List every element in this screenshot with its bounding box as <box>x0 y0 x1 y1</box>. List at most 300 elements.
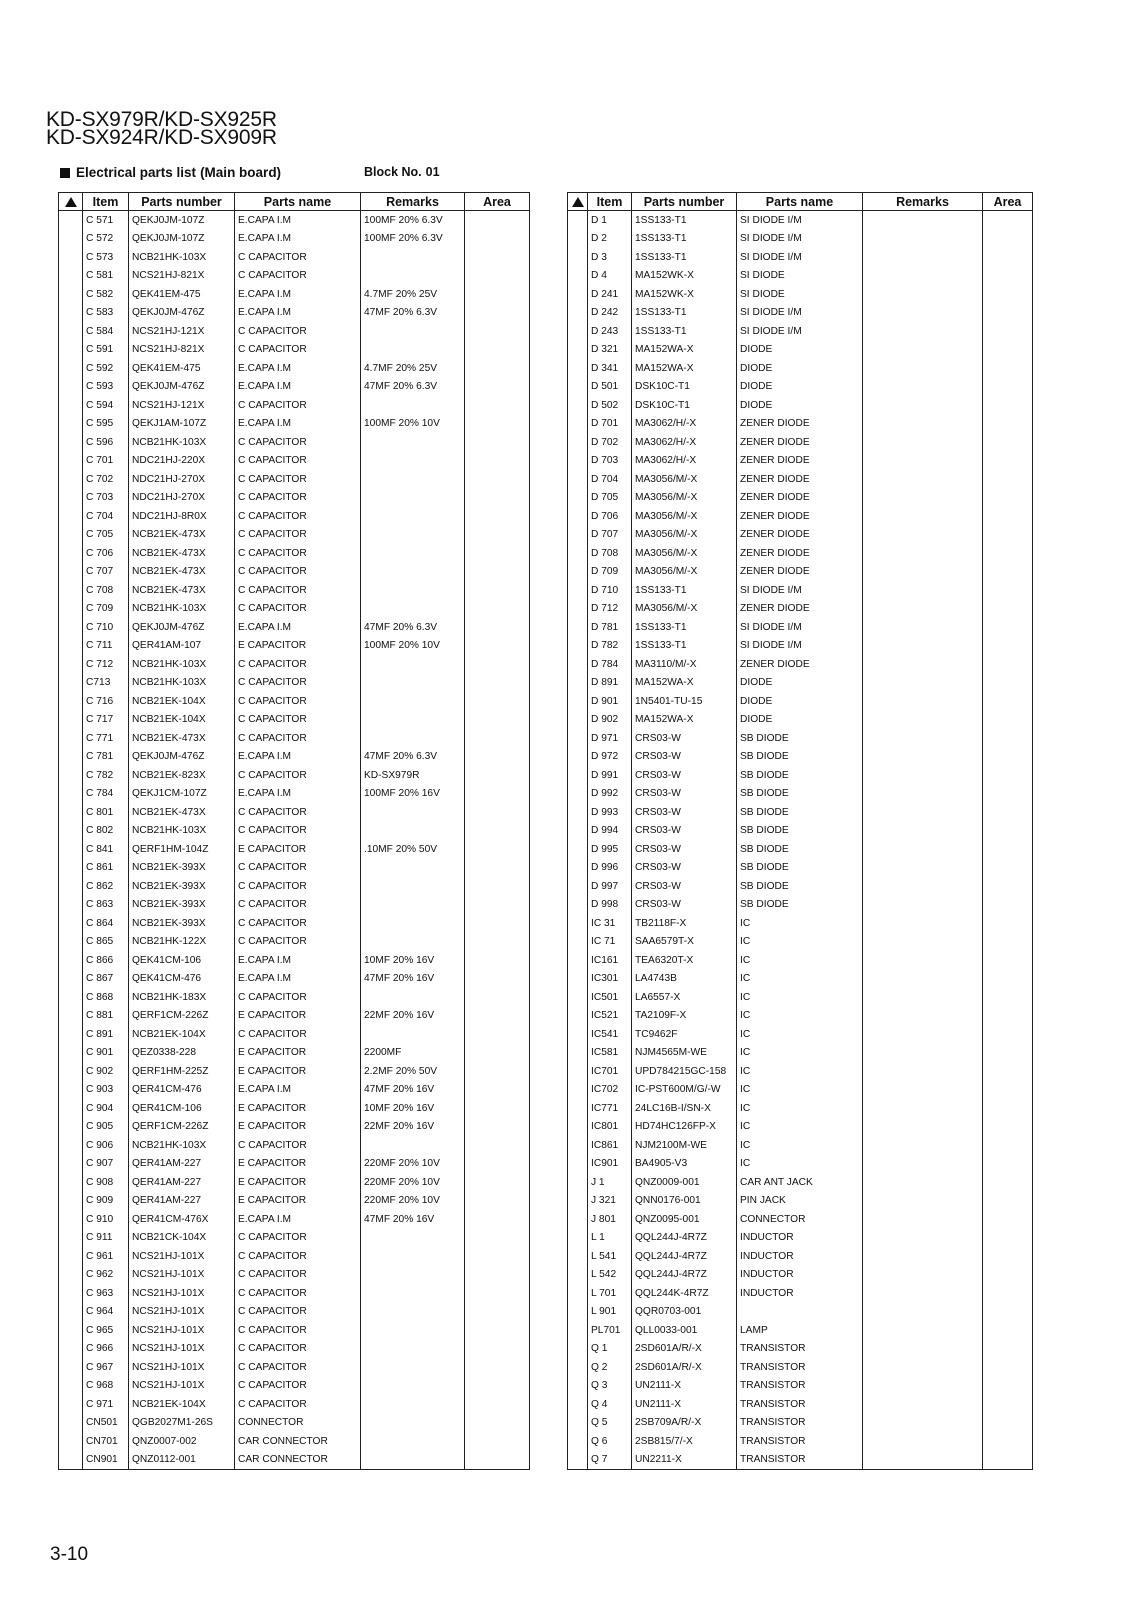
item-cell: D 994 <box>588 822 632 841</box>
table-row <box>59 526 530 545</box>
parts-name-cell: C CAPACITOR <box>235 1358 361 1377</box>
area-cell <box>983 433 1033 452</box>
parts-name-cell: C CAPACITOR <box>235 322 361 341</box>
parts-number-cell: CRS03-W <box>632 803 737 822</box>
parts-name-cell: E CAPACITOR <box>235 637 361 656</box>
parts-name-cell: INDUCTOR <box>737 1266 863 1285</box>
parts-number-cell: QNZ0112-001 <box>129 1451 235 1470</box>
table-row <box>568 896 1033 915</box>
safety-cell <box>568 563 588 582</box>
table-row <box>59 637 530 656</box>
area-cell <box>983 951 1033 970</box>
block-label: Block No. <box>364 165 422 179</box>
parts-number-cell: NCB21EK-393X <box>129 896 235 915</box>
item-cell: C 801 <box>83 803 129 822</box>
parts-number-cell: LA6557-X <box>632 988 737 1007</box>
item-cell: C 584 <box>83 322 129 341</box>
safety-cell <box>568 1081 588 1100</box>
item-cell: D 991 <box>588 766 632 785</box>
safety-cell <box>568 637 588 656</box>
table-row <box>59 1229 530 1248</box>
item-cell: C 716 <box>83 692 129 711</box>
parts-number-cell: NCS21HJ-101X <box>129 1358 235 1377</box>
parts-name-column-header: Parts name <box>235 193 361 211</box>
safety-cell <box>59 1451 83 1470</box>
table-row <box>568 1377 1033 1396</box>
area-cell <box>983 304 1033 323</box>
area-cell <box>465 1118 530 1137</box>
remarks-cell <box>361 711 465 730</box>
parts-number-cell: QEKJ1AM-107Z <box>129 415 235 434</box>
table-row <box>59 951 530 970</box>
parts-name-cell: IC <box>737 1062 863 1081</box>
table-row <box>59 1044 530 1063</box>
safety-cell <box>568 840 588 859</box>
area-cell <box>983 322 1033 341</box>
item-cell: C 802 <box>83 822 129 841</box>
parts-name-cell: C CAPACITOR <box>235 1229 361 1248</box>
table-row <box>568 396 1033 415</box>
remarks-cell <box>863 322 983 341</box>
table-row <box>59 267 530 286</box>
table-row <box>568 711 1033 730</box>
parts-name-cell: SB DIODE <box>737 896 863 915</box>
item-cell: C 967 <box>83 1358 129 1377</box>
safety-cell <box>59 988 83 1007</box>
parts-number-cell: NCB21HK-103X <box>129 248 235 267</box>
safety-cell <box>59 304 83 323</box>
parts-number-cell: 2SD601A/R/-X <box>632 1340 737 1359</box>
parts-number-cell: NCB21HK-103X <box>129 674 235 693</box>
area-cell <box>983 526 1033 545</box>
item-cell: C 582 <box>83 285 129 304</box>
safety-cell <box>568 211 588 230</box>
area-cell <box>465 470 530 489</box>
item-cell: C 708 <box>83 581 129 600</box>
parts-name-cell: ZENER DIODE <box>737 526 863 545</box>
remarks-cell <box>863 711 983 730</box>
area-cell <box>465 581 530 600</box>
remarks-cell: 220MF 20% 10V <box>361 1173 465 1192</box>
area-cell <box>465 803 530 822</box>
parts-number-cell: NDC21HJ-270X <box>129 470 235 489</box>
parts-name-cell: TRANSISTOR <box>737 1395 863 1414</box>
area-cell <box>465 1229 530 1248</box>
safety-cell <box>59 951 83 970</box>
area-cell <box>465 211 530 230</box>
parts-name-cell: C CAPACITOR <box>235 433 361 452</box>
item-cell: C 904 <box>83 1099 129 1118</box>
item-cell: IC521 <box>588 1007 632 1026</box>
parts-number-cell: NCS21HJ-101X <box>129 1303 235 1322</box>
item-cell: C 591 <box>83 341 129 360</box>
table-row <box>568 785 1033 804</box>
parts-number-cell: 2SB815/7/-X <box>632 1432 737 1451</box>
parts-number-cell: CRS03-W <box>632 822 737 841</box>
parts-name-cell: E.CAPA I.M <box>235 211 361 230</box>
item-cell: D 709 <box>588 563 632 582</box>
item-cell: D 706 <box>588 507 632 526</box>
item-cell: C 966 <box>83 1340 129 1359</box>
parts-name-cell: C CAPACITOR <box>235 914 361 933</box>
area-cell <box>983 1266 1033 1285</box>
parts-number-cell: NCS21HJ-101X <box>129 1340 235 1359</box>
table-row <box>568 1173 1033 1192</box>
item-cell: D 501 <box>588 378 632 397</box>
parts-name-cell <box>737 1303 863 1322</box>
item-cell: C 910 <box>83 1210 129 1229</box>
area-cell <box>983 877 1033 896</box>
parts-number-cell: QQR0703-001 <box>632 1303 737 1322</box>
item-cell: C 581 <box>83 267 129 286</box>
item-cell: C 782 <box>83 766 129 785</box>
parts-number-cell: NCS21HJ-121X <box>129 322 235 341</box>
remarks-cell <box>863 840 983 859</box>
area-cell <box>465 248 530 267</box>
safety-cell <box>59 1155 83 1174</box>
safety-cell <box>568 951 588 970</box>
safety-cell <box>59 785 83 804</box>
parts-name-cell: SI DIODE I/M <box>737 248 863 267</box>
safety-cell <box>59 1377 83 1396</box>
table-row <box>568 1266 1033 1285</box>
table-row <box>59 415 530 434</box>
area-cell <box>465 748 530 767</box>
parts-number-cell: QLL0033-001 <box>632 1321 737 1340</box>
item-cell: C 706 <box>83 544 129 563</box>
area-cell <box>465 1062 530 1081</box>
parts-number-cell: QEKJ0JM-476Z <box>129 618 235 637</box>
item-cell: J 1 <box>588 1173 632 1192</box>
safety-cell <box>568 618 588 637</box>
remarks-cell <box>361 341 465 360</box>
safety-cell <box>568 785 588 804</box>
safety-cell <box>568 933 588 952</box>
item-cell: D 902 <box>588 711 632 730</box>
area-cell <box>983 637 1033 656</box>
item-cell: D 3 <box>588 248 632 267</box>
item-cell: D 972 <box>588 748 632 767</box>
parts-name-cell: C CAPACITOR <box>235 674 361 693</box>
area-cell <box>465 674 530 693</box>
safety-cell <box>59 1192 83 1211</box>
parts-number-cell: QNZ0009-001 <box>632 1173 737 1192</box>
safety-cell <box>59 1210 83 1229</box>
item-cell: C 903 <box>83 1081 129 1100</box>
remarks-cell <box>361 1377 465 1396</box>
item-cell: D 997 <box>588 877 632 896</box>
parts-number-cell: MA152WK-X <box>632 267 737 286</box>
item-cell: D 708 <box>588 544 632 563</box>
parts-number-cell: TB2118F-X <box>632 914 737 933</box>
table-row <box>568 267 1033 286</box>
table-row <box>568 803 1033 822</box>
safety-cell <box>59 507 83 526</box>
table-row <box>568 840 1033 859</box>
remarks-cell <box>863 341 983 360</box>
parts-number-cell: 24LC16B-I/SN-X <box>632 1099 737 1118</box>
parts-number-cell: SAA6579T-X <box>632 933 737 952</box>
item-cell: D 712 <box>588 600 632 619</box>
item-cell: D 1 <box>588 211 632 230</box>
table-row <box>568 1007 1033 1026</box>
area-cell <box>465 1266 530 1285</box>
remarks-cell <box>863 655 983 674</box>
safety-cell <box>568 1136 588 1155</box>
remarks-cell <box>863 1062 983 1081</box>
safety-cell <box>568 1284 588 1303</box>
remarks-cell <box>361 470 465 489</box>
remarks-cell <box>863 378 983 397</box>
parts-name-cell: E.CAPA I.M <box>235 304 361 323</box>
remarks-cell <box>361 1395 465 1414</box>
area-column-header: Area <box>465 193 530 211</box>
parts-number-cell: MA3056/M/-X <box>632 526 737 545</box>
item-cell: D 992 <box>588 785 632 804</box>
area-cell <box>983 1358 1033 1377</box>
area-cell <box>465 840 530 859</box>
table-row <box>568 618 1033 637</box>
parts-name-cell: SB DIODE <box>737 840 863 859</box>
parts-name-cell: C CAPACITOR <box>235 1025 361 1044</box>
safety-cell <box>568 859 588 878</box>
parts-name-cell: C CAPACITOR <box>235 896 361 915</box>
table-row <box>59 692 530 711</box>
remarks-cell: 10MF 20% 16V <box>361 951 465 970</box>
table-row <box>59 618 530 637</box>
parts-name-cell: TRANSISTOR <box>737 1414 863 1433</box>
parts-name-cell: C CAPACITOR <box>235 1340 361 1359</box>
remarks-cell <box>863 1414 983 1433</box>
area-cell <box>983 1247 1033 1266</box>
remarks-cell <box>361 1414 465 1433</box>
parts-number-cell: QQL244J-4R7Z <box>632 1266 737 1285</box>
area-cell <box>983 267 1033 286</box>
parts-name-cell: C CAPACITOR <box>235 600 361 619</box>
remarks-cell <box>361 1358 465 1377</box>
parts-name-cell: C CAPACITOR <box>235 248 361 267</box>
area-cell <box>465 988 530 1007</box>
parts-name-cell: ZENER DIODE <box>737 563 863 582</box>
parts-name-cell: C CAPACITOR <box>235 692 361 711</box>
parts-name-cell: IC <box>737 1025 863 1044</box>
table-row <box>59 1432 530 1451</box>
parts-number-cell: QEK41EM-475 <box>129 285 235 304</box>
parts-name-cell: CONNECTOR <box>737 1210 863 1229</box>
remarks-cell: 47MF 20% 6.3V <box>361 378 465 397</box>
item-cell: C 905 <box>83 1118 129 1137</box>
parts-number-cell: MA3062/H/-X <box>632 452 737 471</box>
parts-number-cell: NDC21HJ-270X <box>129 489 235 508</box>
item-cell: C 594 <box>83 396 129 415</box>
parts-name-cell: INDUCTOR <box>737 1247 863 1266</box>
remarks-cell <box>361 803 465 822</box>
area-cell <box>983 1136 1033 1155</box>
safety-cell <box>59 1229 83 1248</box>
item-cell: IC581 <box>588 1044 632 1063</box>
parts-number-cell: MA3056/M/-X <box>632 489 737 508</box>
item-cell: IC861 <box>588 1136 632 1155</box>
area-cell <box>983 563 1033 582</box>
parts-name-cell: C CAPACITOR <box>235 822 361 841</box>
remarks-cell <box>863 1284 983 1303</box>
remarks-cell <box>863 470 983 489</box>
item-cell: CN701 <box>83 1432 129 1451</box>
area-cell <box>465 1136 530 1155</box>
area-cell <box>983 655 1033 674</box>
area-cell <box>465 1025 530 1044</box>
area-cell <box>465 1247 530 1266</box>
parts-number-cell: MA3110/M/-X <box>632 655 737 674</box>
item-cell: C 705 <box>83 526 129 545</box>
item-cell: Q 4 <box>588 1395 632 1414</box>
table-row <box>59 285 530 304</box>
table-row <box>568 859 1033 878</box>
remarks-cell <box>361 859 465 878</box>
item-cell: IC771 <box>588 1099 632 1118</box>
remarks-cell <box>863 988 983 1007</box>
remarks-cell <box>863 1099 983 1118</box>
parts-name-cell: DIODE <box>737 359 863 378</box>
item-cell: C 592 <box>83 359 129 378</box>
table-row <box>568 729 1033 748</box>
remarks-cell: 22MF 20% 16V <box>361 1118 465 1137</box>
item-cell: C 710 <box>83 618 129 637</box>
safety-cell <box>568 600 588 619</box>
item-cell: CN501 <box>83 1414 129 1433</box>
parts-number-cell: NCB21HK-103X <box>129 600 235 619</box>
area-cell <box>465 766 530 785</box>
parts-number-cell: NJM2100M-WE <box>632 1136 737 1155</box>
parts-number-cell: QEKJ1CM-107Z <box>129 785 235 804</box>
table-row <box>59 396 530 415</box>
parts-name-cell: C CAPACITOR <box>235 341 361 360</box>
safety-cell <box>59 526 83 545</box>
remarks-cell <box>361 1340 465 1359</box>
parts-number-cell: 1SS133-T1 <box>632 248 737 267</box>
item-cell: Q 5 <box>588 1414 632 1433</box>
table-row <box>568 766 1033 785</box>
parts-name-cell: IC <box>737 1118 863 1137</box>
table-row <box>568 211 1033 230</box>
table-row <box>568 970 1033 989</box>
item-cell: C 717 <box>83 711 129 730</box>
remarks-cell <box>863 785 983 804</box>
remarks-cell <box>361 988 465 1007</box>
remarks-cell: 4.7MF 20% 25V <box>361 359 465 378</box>
parts-name-cell: C CAPACITOR <box>235 1284 361 1303</box>
area-cell <box>983 859 1033 878</box>
safety-cell <box>568 988 588 1007</box>
safety-cell <box>59 322 83 341</box>
parts-name-cell: ZENER DIODE <box>737 470 863 489</box>
remarks-cell: 100MF 20% 6.3V <box>361 211 465 230</box>
table-row <box>59 674 530 693</box>
area-cell <box>465 1340 530 1359</box>
parts-number-cell: MA152WA-X <box>632 674 737 693</box>
parts-name-cell: C CAPACITOR <box>235 711 361 730</box>
item-cell: Q 2 <box>588 1358 632 1377</box>
remarks-cell <box>863 1303 983 1322</box>
parts-name-cell: E.CAPA I.M <box>235 1210 361 1229</box>
remarks-cell <box>361 933 465 952</box>
table-row <box>59 896 530 915</box>
parts-number-cell: NCB21EK-473X <box>129 563 235 582</box>
item-cell: Q 7 <box>588 1451 632 1470</box>
table-row <box>59 1358 530 1377</box>
parts-name-cell: C CAPACITOR <box>235 544 361 563</box>
safety-cell <box>568 470 588 489</box>
table-row <box>59 970 530 989</box>
item-cell: D 2 <box>588 230 632 249</box>
safety-cell <box>568 544 588 563</box>
area-cell <box>465 304 530 323</box>
parts-number-cell: NCS21HJ-121X <box>129 396 235 415</box>
area-cell <box>983 674 1033 693</box>
safety-cell <box>568 1025 588 1044</box>
safety-cell <box>59 970 83 989</box>
parts-name-cell: SI DIODE <box>737 285 863 304</box>
safety-cell <box>568 914 588 933</box>
parts-name-cell: C CAPACITOR <box>235 489 361 508</box>
area-cell <box>983 1173 1033 1192</box>
item-cell: D 782 <box>588 637 632 656</box>
safety-cell <box>568 378 588 397</box>
area-cell <box>983 285 1033 304</box>
area-cell <box>983 1229 1033 1248</box>
parts-number-cell: UN2111-X <box>632 1377 737 1396</box>
area-cell <box>465 1358 530 1377</box>
remarks-cell <box>863 803 983 822</box>
parts-number-cell: TC9462F <box>632 1025 737 1044</box>
item-cell: D 995 <box>588 840 632 859</box>
safety-cell <box>59 1044 83 1063</box>
remarks-cell <box>361 822 465 841</box>
remarks-cell <box>361 1321 465 1340</box>
table-row <box>568 1155 1033 1174</box>
parts-name-cell: C CAPACITOR <box>235 988 361 1007</box>
remarks-cell <box>863 970 983 989</box>
area-cell <box>465 452 530 471</box>
parts-name-cell: SI DIODE I/M <box>737 618 863 637</box>
parts-number-cell: MA3056/M/-X <box>632 470 737 489</box>
area-cell <box>983 840 1033 859</box>
parts-name-cell: CONNECTOR <box>235 1414 361 1433</box>
item-cell: C 961 <box>83 1247 129 1266</box>
area-cell <box>465 896 530 915</box>
table-row <box>59 1451 530 1470</box>
item-cell: D 705 <box>588 489 632 508</box>
item-cell: C 711 <box>83 637 129 656</box>
safety-cell <box>59 692 83 711</box>
remarks-cell <box>361 1247 465 1266</box>
area-cell <box>465 285 530 304</box>
remarks-cell <box>361 692 465 711</box>
parts-number-cell: 1SS133-T1 <box>632 637 737 656</box>
area-cell <box>465 859 530 878</box>
table-row <box>568 544 1033 563</box>
item-cell: C 781 <box>83 748 129 767</box>
area-cell <box>465 507 530 526</box>
remarks-cell <box>361 322 465 341</box>
safety-cell <box>568 341 588 360</box>
item-cell: D 996 <box>588 859 632 878</box>
item-cell: C 902 <box>83 1062 129 1081</box>
area-cell <box>983 933 1033 952</box>
safety-cell <box>59 489 83 508</box>
remarks-cell <box>863 637 983 656</box>
area-column-header: Area <box>983 193 1033 211</box>
